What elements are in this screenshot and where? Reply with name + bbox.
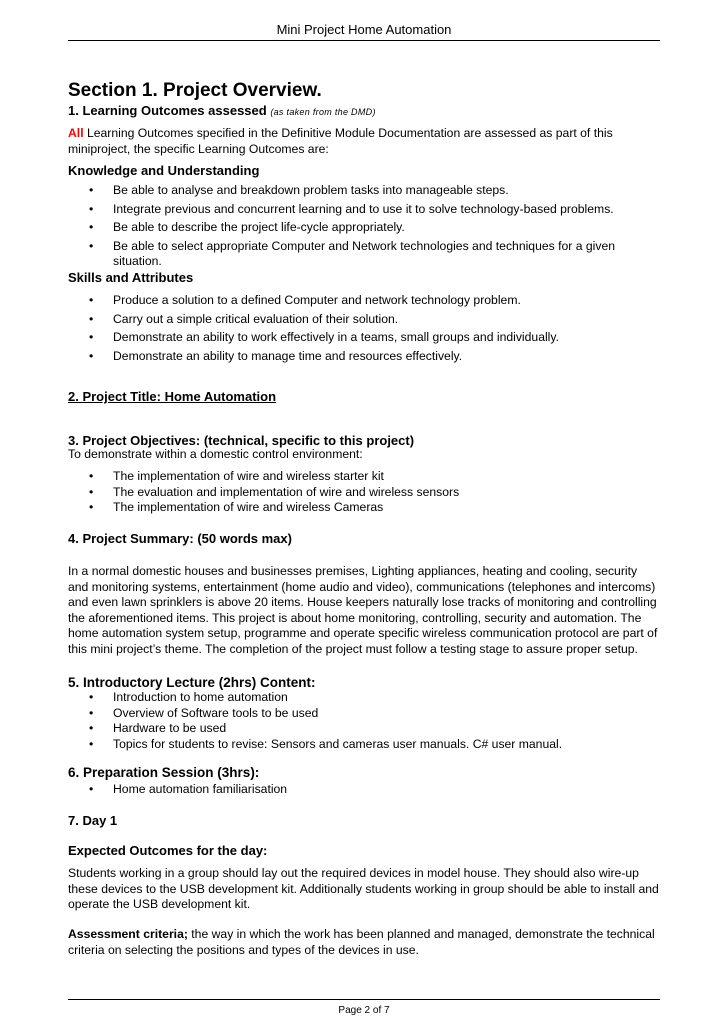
- list-item: • Demonstrate an ability to manage time and resources effectively.: [89, 348, 463, 363]
- bullet-icon: •: [89, 330, 94, 344]
- list-item: • Introduction to home automation: [89, 690, 288, 704]
- header-rule: [68, 40, 660, 41]
- summary-text: In a normal domestic houses and businesses premises, Lighting appliances, heating and cooling, security and monitoring systems, entertainment (home audio and video), communications (telephones and intercoms) and even lawn sprinklers is above 20 items. House keepers naturally lose tracks of monitoring and controlling the aforementioned items. This project is about home monitoring, controlling, security and automation. The home automation system setup, programme and operate specific wireless communication protocol are part of this mini project’s theme. The completion of the project must follow a testing stage to assure proper setup.: [68, 564, 658, 656]
- learning-outcomes-heading-text: 1. Learning Outcomes assessed: [68, 103, 267, 118]
- bullet-icon: •: [89, 500, 94, 514]
- knowledge-heading: Knowledge and Understanding: [68, 163, 260, 178]
- bullet-icon: •: [89, 348, 94, 363]
- list-item: • Be able to analyse and breakdown problem tasks into manageable steps.: [89, 183, 509, 197]
- bullet-icon: •: [89, 469, 94, 483]
- day1-heading: 7. Day 1: [68, 813, 118, 828]
- bullet-icon: •: [89, 183, 94, 197]
- list-item: • Overview of Software tools to be used: [89, 705, 319, 720]
- lecture-list: [68, 690, 660, 752]
- list-item: • The evaluation and implementation of wire and wireless sensors: [89, 484, 460, 499]
- assessment-criteria-label: Assessment criteria;: [68, 927, 188, 941]
- objectives-list: [68, 469, 660, 516]
- list-item: • Produce a solution to a defined Computer and network technology problem.: [89, 293, 521, 307]
- list-item: • The implementation of wire and wireless Cameras: [89, 500, 384, 514]
- bullet-icon: •: [89, 238, 94, 253]
- objectives-intro: To demonstrate within a domestic control environment:: [68, 447, 363, 461]
- preparation-list: [68, 782, 660, 798]
- learning-outcomes-intro: [68, 126, 660, 157]
- section-title: Section 1. Project Overview.: [68, 80, 322, 101]
- page-header-title: Mini Project Home Automation: [276, 22, 452, 37]
- lecture-heading: 5. Introductory Lecture (2hrs) Content:: [68, 675, 316, 690]
- bullet-icon: •: [89, 690, 94, 704]
- summary-heading: 4. Project Summary: (50 words max): [68, 531, 292, 546]
- list-item: • Integrate previous and concurrent learning and to use it to solve technology-based problems.: [89, 201, 614, 216]
- day1-outcomes-text: Students working in a group should lay out the required devices in model house. They should also wire-up these devices to the USB development kit. Additionally students working in group should be able to install and operate the USB development kit.: [68, 866, 659, 911]
- list-item: • Carry out a simple critical evaluation of their solution.: [89, 311, 399, 326]
- bullet-icon: •: [89, 311, 94, 326]
- bullet-icon: •: [89, 201, 94, 216]
- knowledge-list: [68, 183, 660, 270]
- skills-heading: Skills and Attributes: [68, 270, 194, 285]
- assessment-criteria: [68, 927, 660, 958]
- bullet-icon: •: [89, 705, 94, 720]
- bullet-icon: •: [89, 782, 94, 796]
- list-item: • Demonstrate an ability to work effectively in a teams, small groups and individually.: [89, 330, 559, 344]
- bullet-icon: •: [89, 484, 94, 499]
- learning-outcomes-heading: [68, 103, 660, 118]
- list-item: • Topics for students to revise: Sensors and cameras user manuals. C# user manual.: [89, 736, 563, 751]
- intro-highlight: All: [68, 126, 84, 140]
- list-item: • Be able to select appropriate Computer and Network technologies and techniques for a given situation.: [89, 238, 616, 268]
- assessment-criteria-text: the way in which the work has been planned and managed, demonstrate the technical criteria on selecting the positions and types of the devices in use.: [68, 927, 655, 957]
- bullet-icon: •: [89, 293, 94, 307]
- preparation-heading: 6. Preparation Session (3hrs):: [68, 765, 260, 780]
- list-item: • Hardware to be used: [89, 721, 227, 735]
- day1-outcomes-heading: Expected Outcomes for the day:: [68, 843, 268, 858]
- objectives-heading: 3. Project Objectives: (technical, specific to this project): [68, 433, 415, 448]
- page-number: Page 2 of 7: [338, 1005, 390, 1016]
- bullet-icon: •: [89, 220, 94, 234]
- project-title-heading: 2. Project Title: Home Automation: [68, 389, 277, 404]
- list-item: • Home automation familiarisation: [89, 782, 288, 796]
- list-item: • The implementation of wire and wireless starter kit: [89, 469, 384, 483]
- footer-rule: [68, 999, 660, 1000]
- intro-text: Learning Outcomes specified in the Definitive Module Documentation are assessed as part of this miniproject, the specific Learning Outcomes are:: [68, 126, 613, 156]
- learning-outcomes-note: (as taken from the DMD): [270, 107, 376, 117]
- skills-list: [68, 293, 660, 364]
- bullet-icon: •: [89, 721, 94, 735]
- bullet-icon: •: [89, 736, 94, 751]
- list-item: • Be able to describe the project life-cycle appropriately.: [89, 220, 405, 234]
